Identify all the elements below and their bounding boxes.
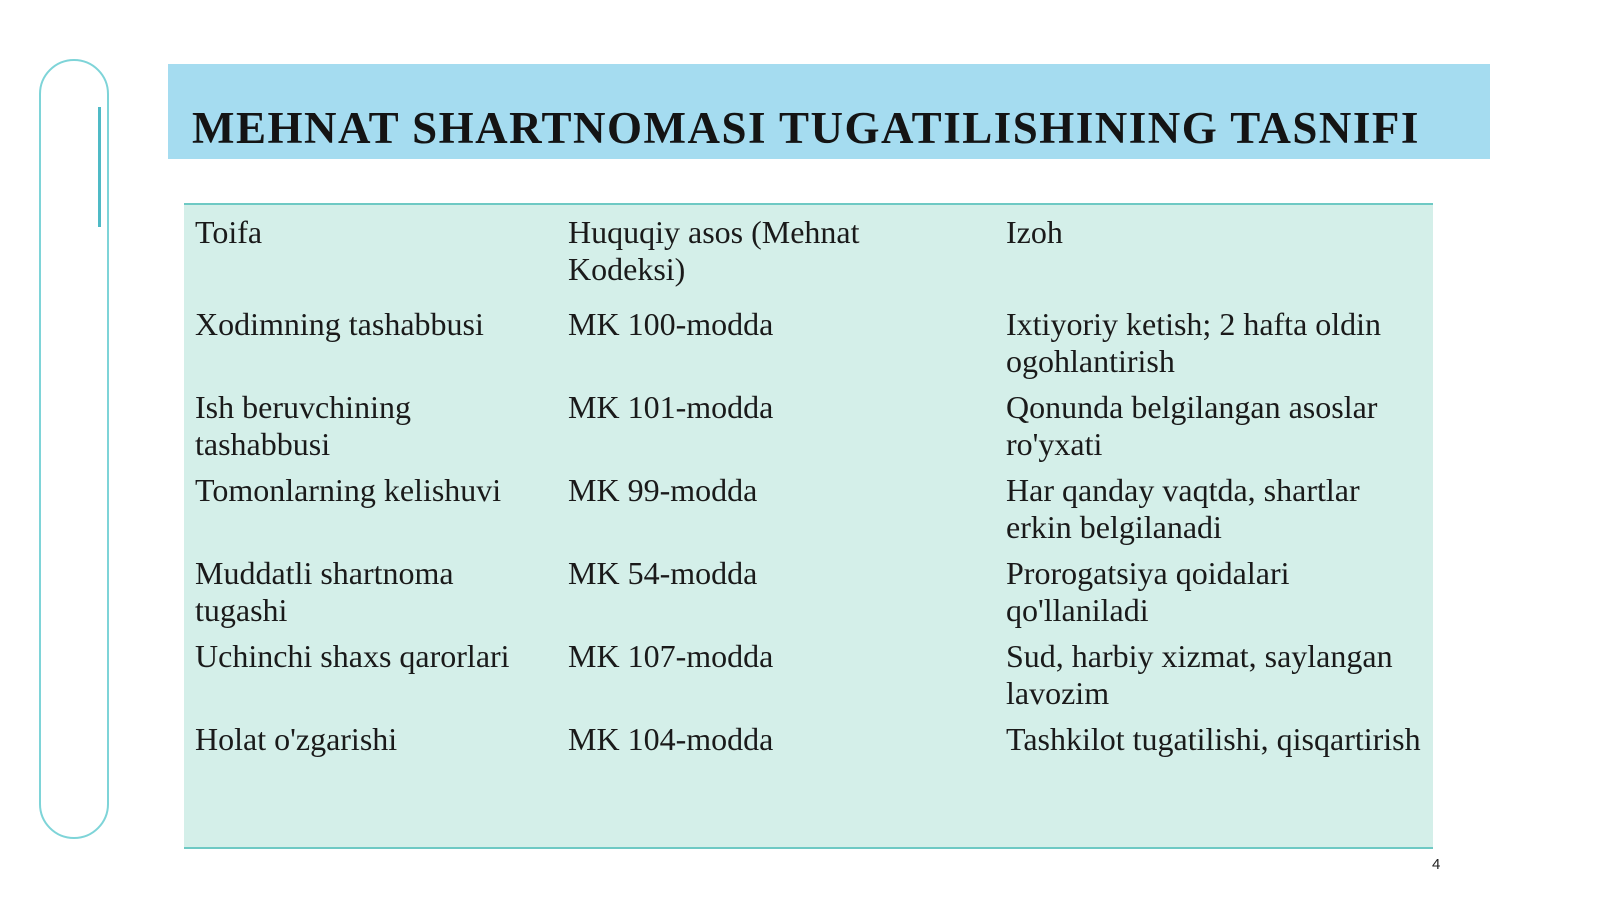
table xyxy=(184,205,1433,795)
table-row xyxy=(184,546,1433,629)
cell-note: Tashkilot tugatilishi, qisqartirish xyxy=(1006,721,1421,757)
cell-note: Sud, harbiy xizmat, saylangan lavozim xyxy=(1006,638,1393,711)
table-row xyxy=(184,297,1433,380)
cell-legal-basis: MK 100-modda xyxy=(568,306,774,342)
header-note: Izoh xyxy=(1006,214,1063,250)
page-number: 4 xyxy=(1432,856,1441,873)
cell-category: Ish beruvchining tashabbusi xyxy=(195,389,411,462)
table-row xyxy=(184,380,1433,463)
cell-legal-basis: MK 101-modda xyxy=(568,389,774,425)
cell-category: Muddatli shartnoma tugashi xyxy=(195,555,454,628)
cell-legal-basis: MK 104-modda xyxy=(568,721,774,757)
cell-note: Ixtiyoriy ketish; 2 hafta oldin ogohlantirish xyxy=(1006,306,1382,379)
table-header-row xyxy=(184,205,1433,297)
cell-category: Xodimning tashabbusi xyxy=(195,306,484,342)
cell-note: Har qanday vaqtda, shartlar erkin belgilanadi xyxy=(1006,472,1360,545)
table-row xyxy=(184,629,1433,712)
cell-note: Qonunda belgilangan asoslar ro'yxati xyxy=(1006,389,1378,462)
cell-legal-basis: MK 54-modda xyxy=(568,555,758,591)
cell-legal-basis: MK 107-modda xyxy=(568,638,774,674)
header-legal-basis: Huquqiy asos (Mehnat Kodeksi) xyxy=(568,214,860,287)
cell-category: Uchinchi shaxs qarorlari xyxy=(195,638,510,674)
cell-legal-basis: MK 99-modda xyxy=(568,472,758,508)
table-row xyxy=(184,712,1433,795)
table-row xyxy=(184,463,1433,546)
cell-note: Prorogatsiya qoidalari qo'llaniladi xyxy=(1006,555,1290,628)
header-category: Toifa xyxy=(195,214,263,250)
classification-table xyxy=(184,203,1433,849)
cell-category: Tomonlarning kelishuvi xyxy=(195,472,502,508)
cell-category: Holat o'zgarishi xyxy=(195,721,398,757)
slide-title: MEHNAT SHARTNOMASI TUGATILISHINING TASNIFI xyxy=(192,103,1420,153)
decorative-accent-bar xyxy=(98,107,101,227)
